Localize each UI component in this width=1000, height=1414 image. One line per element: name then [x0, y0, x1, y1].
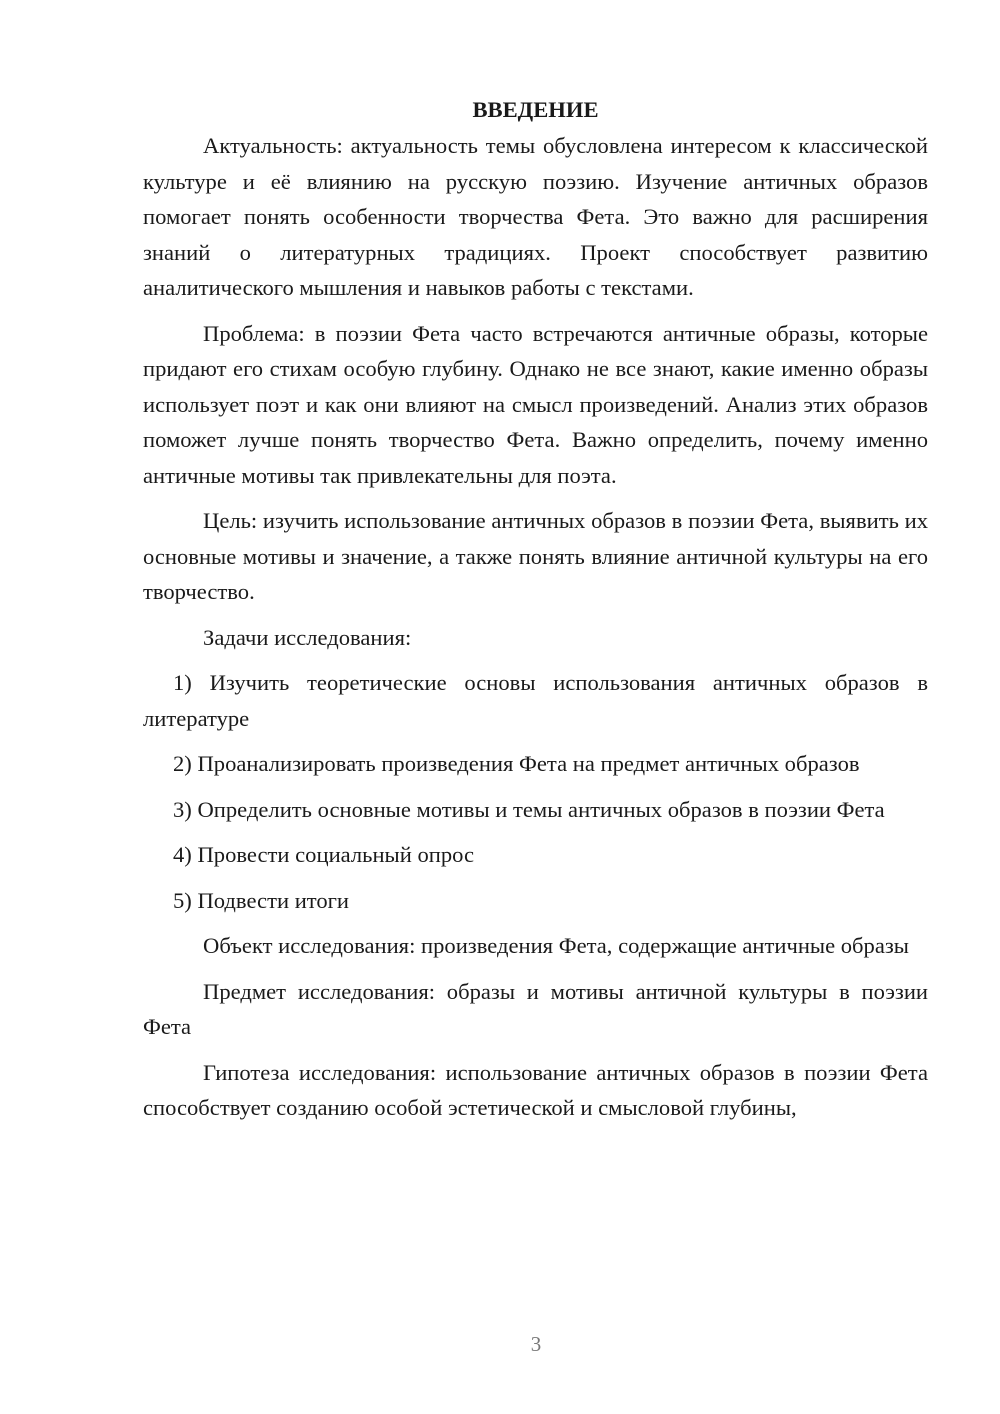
paragraph-object: Объект исследования: произведения Фета, содержащие античные образы	[203, 933, 909, 958]
list-item: 2) Проанализировать произведения Фета на предмет античных образов	[173, 751, 860, 776]
page-content	[143, 92, 928, 1126]
paragraph-hypothesis: Гипотеза исследования: использование античных образов в поэзии Фета способствует созданию особой эстетической и смысловой глубины,	[143, 1059, 928, 1120]
tasks-heading: Задачи исследования:	[203, 624, 412, 650]
page-title: ВВЕДЕНИЕ	[472, 97, 599, 122]
list-item: 1) Изучить теоретические основы использования античных образов в литературе	[143, 670, 928, 731]
paragraph-goal: Цель: изучить использование античных образов в поэзии Фета, выявить их основные мотивы и значение, а также понять влияние античной культуры на его творчество.	[143, 508, 928, 604]
paragraph-relevance: Актуальность: актуальность темы обусловлена интересом к классической культуре и её влиянию на русскую поэзию. Изучение античных образов помогает понять особенности творчества Фета. Это важно для расширения знаний о литературных традициях. Проект способствует развитию аналитического мышления и навыков работы с текстами.	[143, 133, 928, 300]
tasks-list	[143, 665, 928, 918]
paragraph-problem: Проблема: в поэзии Фета часто встречаются античные образы, которые придают его стихам особую глубину. Однако не все знают, какие именно образы использует поэт и как они влияют на смысл произведений. Анализ этих образов поможет лучше понять творчество Фета. Важно определить, почему именно античные мотивы так привлекательны для поэта.	[143, 320, 928, 488]
list-item: 3) Определить основные мотивы и темы античных образов в поэзии Фета	[173, 796, 885, 822]
page-number: 3	[530, 1332, 542, 1356]
paragraph-subject: Предмет исследования: образы и мотивы античной культуры в поэзии Фета	[143, 978, 928, 1039]
list-item: 5) Подвести итоги	[173, 887, 350, 913]
list-item: 4) Провести социальный опрос	[173, 842, 475, 867]
